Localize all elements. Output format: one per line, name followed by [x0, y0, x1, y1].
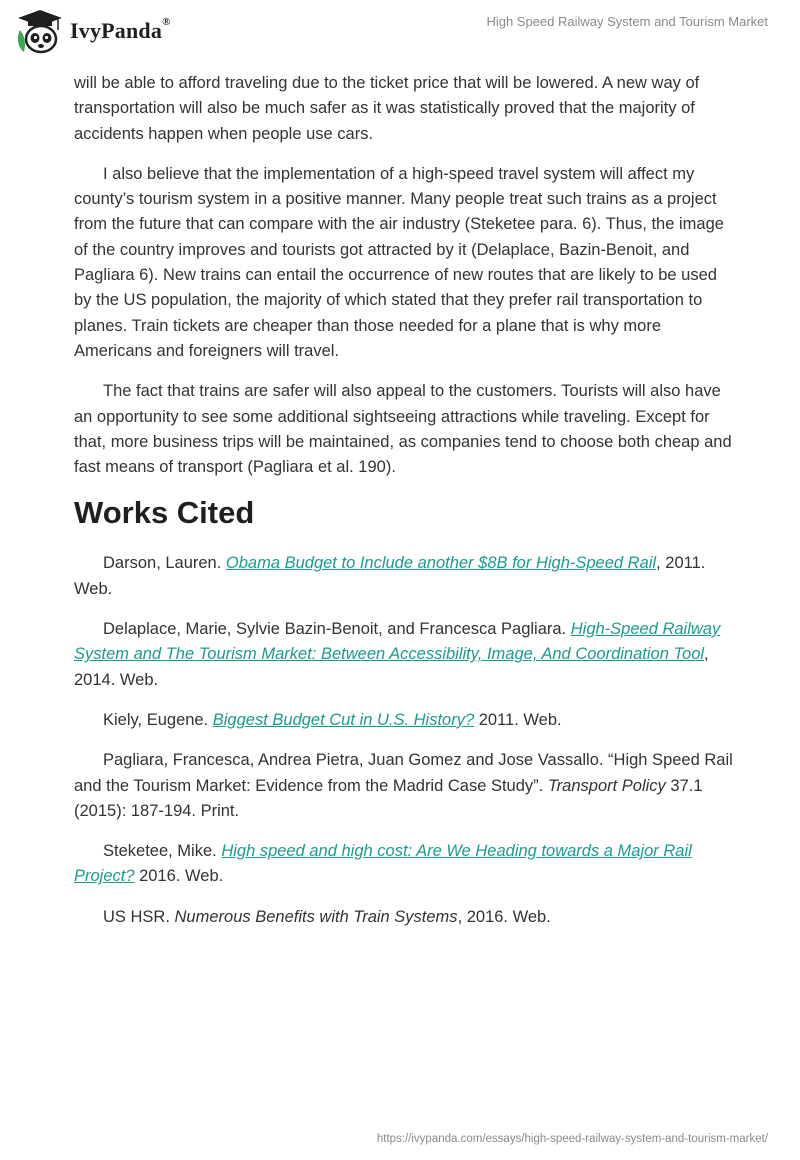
body-paragraph: I also believe that the implementation of a high-speed travel system will affect my county’s tourism system in a positive manner. Many people treat such trains as a project from the future that can compare with the air industry (Steketee para. 6). Thus, the image of the country improves and tourists got attracted by it (Delaplace, Bazin-Benoit, and Pagliara 6). New trains can entail the occurrence of new routes that are likely to be used by the US population, the majority of which stated that they prefer rail transportation to planes. Train tickets are cheaper than those needed for a plane that is why more Americans and foreigners will travel. [74, 164, 724, 360]
citation-details: , 2011. Web. [74, 554, 706, 598]
citation-journal-title: Transport Policy [547, 776, 666, 795]
citation-author: Steketee, Mike. [103, 842, 222, 861]
citation-entry [74, 708, 734, 733]
citation-details: 37.1 (2015): 187-194. Print. [74, 776, 703, 820]
source-url: https://ivypanda.com/essays/high-speed-railway-system-and-tourism-market/ [376, 1133, 768, 1145]
ivypanda-logo[interactable] [14, 8, 171, 54]
citation-entry [74, 551, 734, 602]
brand-name: IvyPanda® [70, 16, 171, 43]
citation-entry [74, 617, 734, 693]
page-header [0, 0, 800, 62]
citation-entry [74, 905, 734, 930]
citation-author: Delaplace, Marie, Sylvie Bazin-Benoit, and Francesca Pagliara. [103, 620, 571, 639]
citation-link[interactable]: High-Speed Railway System and The Tourism Market: Between Accessibility, Image, And Coordination Tool [74, 620, 721, 664]
citation-link[interactable]: Biggest Budget Cut in U.S. History? [212, 710, 475, 729]
citation-details: 2016. Web. [134, 867, 224, 886]
citation-link[interactable]: Obama Budget to Include another $8B for High-Speed Rail [225, 554, 657, 573]
document-title: High Speed Railway System and Tourism Market [486, 14, 768, 29]
body-paragraph: The fact that trains are safer will also appeal to the customers. Tourists will also have an opportunity to see some additional sightseeing attractions while traveling. Except for that, more business trips will be maintained, as companies tend to choose both cheap and fast means of transport (Pagliara et al. 190). [74, 382, 732, 477]
panda-graduate-icon [14, 8, 66, 54]
body-paragraph: will be able to afford traveling due to the ticket price that will be lowered. A new way of transportation will also be much safer as it was statistically proved that the majority of accidents happen when people use cars. [74, 74, 700, 143]
citation-author: Pagliara, Francesca, Andrea Pietra, Juan Gomez and Jose Vassallo. “High Speed Rail and the Tourism Market: Evidence from the Madrid Case Study”. [74, 751, 733, 795]
citation-entry [74, 839, 734, 890]
citation-entry [74, 748, 734, 824]
citation-link[interactable]: High speed and high cost: Are We Heading towards a Major Rail Project? [74, 842, 692, 886]
citation-title: Numerous Benefits with Train Systems [174, 907, 458, 926]
citation-details: 2011. Web. [474, 710, 562, 729]
citation-details: , 2016. Web. [457, 907, 551, 926]
works-cited-heading: Works Cited [74, 495, 255, 531]
citation-author: Kiely, Eugene. [103, 710, 213, 729]
citation-author: Darson, Lauren. [103, 554, 226, 573]
citation-author: US HSR. [103, 907, 175, 926]
citation-details: , 2014. Web. [74, 645, 709, 689]
essay-content [74, 71, 734, 945]
